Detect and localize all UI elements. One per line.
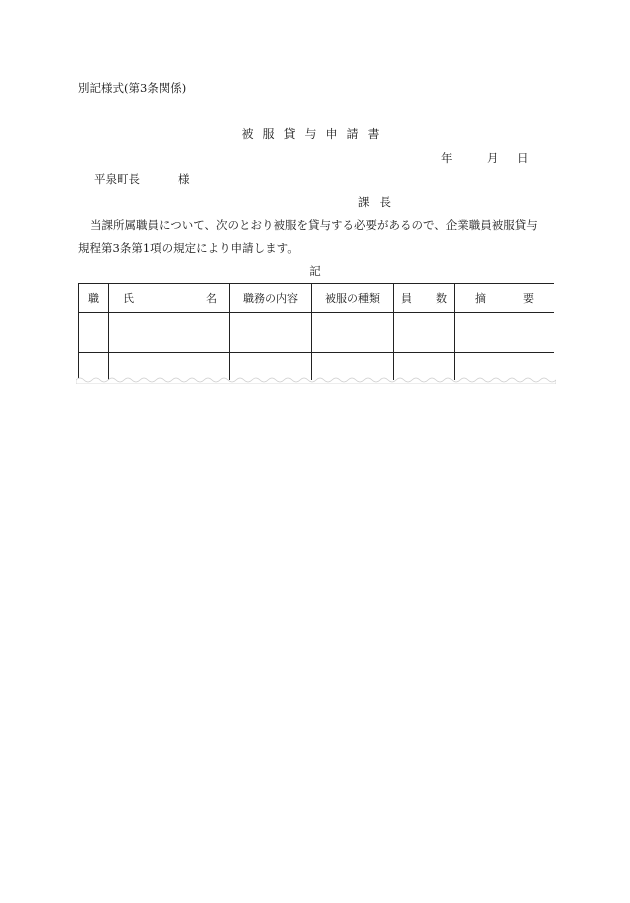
header-post: 職 <box>79 284 109 313</box>
addressee-name: 平泉町長 <box>94 172 140 186</box>
sender-section-chief: 課長 <box>358 195 401 209</box>
header-remarks-part-1: 摘 <box>475 292 486 305</box>
body-line-1: 当課所属職員について、次のとおり被服を貸与する必要があるので、企業職員被服貸与 <box>90 218 538 232</box>
torn-edge-cut <box>76 374 556 384</box>
addressee-honorific: 様 <box>178 172 190 186</box>
table-row <box>79 313 555 353</box>
date-year-label: 年 <box>441 151 453 165</box>
date-month-label: 月 <box>487 151 499 165</box>
table-cell[interactable] <box>394 313 455 353</box>
document-title: 被服貸与申請書 <box>241 127 389 141</box>
header-count <box>394 284 455 313</box>
table-cell[interactable] <box>455 313 555 353</box>
header-remarks <box>455 284 555 313</box>
header-count-part-1: 員 <box>401 292 412 305</box>
header-name-part-2: 名 <box>206 292 217 305</box>
records-table-wrapper <box>78 283 554 380</box>
header-count-part-2: 数 <box>436 292 447 305</box>
header-duty: 職務の内容 <box>230 284 312 313</box>
table-cell[interactable] <box>109 313 230 353</box>
table-header-row <box>79 284 555 313</box>
ki-heading: 記 <box>309 264 321 278</box>
header-clothing-type: 被服の種類 <box>312 284 394 313</box>
header-remarks-part-2: 要 <box>523 292 534 305</box>
date-line <box>441 150 529 166</box>
table-cell[interactable] <box>79 313 109 353</box>
table-cell[interactable] <box>312 313 394 353</box>
header-name <box>109 284 230 313</box>
addressee-line <box>94 171 190 187</box>
header-name-part-1: 氏 <box>123 292 134 305</box>
body-line-2: 規程第3条第1項の規定により申請します。 <box>78 241 299 255</box>
records-table <box>78 283 554 380</box>
date-day-label: 日 <box>517 151 529 165</box>
application-body <box>78 214 558 260</box>
form-reference: 別記様式(第3条関係) <box>78 81 187 95</box>
table-cell[interactable] <box>230 313 312 353</box>
